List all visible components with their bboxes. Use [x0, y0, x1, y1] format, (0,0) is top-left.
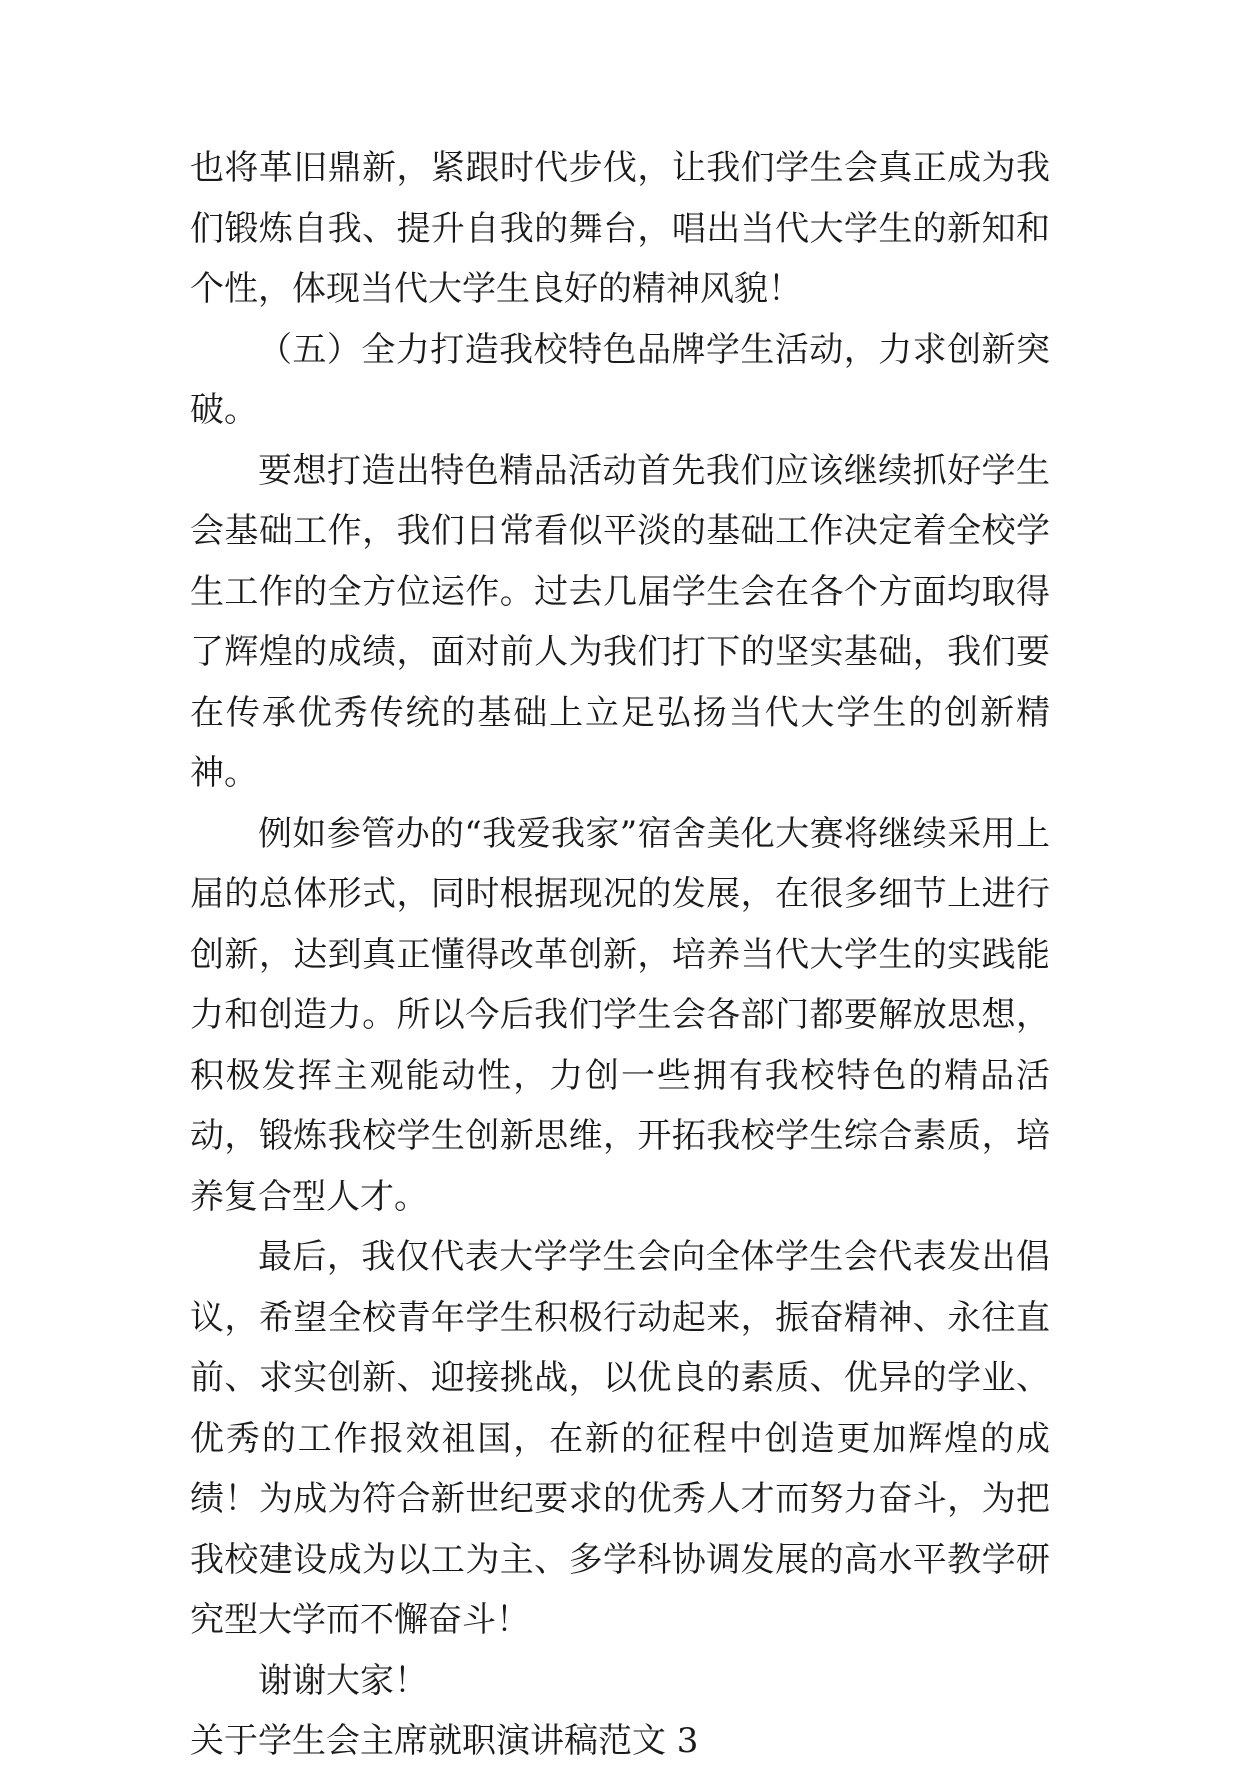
document-body	[190, 138, 1050, 1772]
paragraph-foundation-work: 要想打造出特色精品活动首先我们应该继续抓好学生会基础工作，我们日常看似平淡的基础工作决定着全校学生工作的全方位运作。过去几届学生会在各个方面均取得了辉煌的成绩，面对前人为我们打下的坚实基础，我们要在传承优秀传统的基础上立足弘扬当代大学生的创新精神。	[190, 450, 1050, 793]
next-article-title: 关于学生会主席就职演讲稿范文 3	[190, 1721, 699, 1761]
paragraph-thanks: 谢谢大家！	[258, 1660, 428, 1701]
paragraph-continuation: 也将革旧鼎新，紧跟时代步伐，让我们学生会真正成为我们锻炼自我、提升自我的舞台，唱出当代大学生的新知和个性，体现当代大学生良好的精神风貌！	[190, 148, 1050, 309]
paragraph-closing-appeal: 最后，我仅代表大学学生会向全体学生会代表发出倡议，希望全校青年学生积极行动起来，振奋精神、永往直前、求实创新、迎接挑战，以优良的素质、优异的学业、优秀的工作报效祖国，在新的征程中创造更加辉煌的成绩！为成为符合新世纪要求的优秀人才而努力奋斗，为把我校建设成为以工为主、多学科协调发展的高水平教学研究型大学而不懈奋斗！	[190, 1237, 1050, 1640]
paragraph-dorm-contest: 例如参管办的“我爱我家”宿舍美化大赛将继续采用上届的总体形式，同时根据现况的发展，在很多细节上进行创新，达到真正懂得改革创新，培养当代大学生的实践能力和创造力。所以今后我们学生会各部门都要解放思想，积极发挥主观能动性，力创一些拥有我校特色的精品活动，锻炼我校学生创新思维，开拓我校学生综合素质，培养复合型人才。	[190, 813, 1050, 1217]
section-heading-five: （五）全力打造我校特色品牌学生活动，力求创新突破。	[190, 329, 1050, 430]
